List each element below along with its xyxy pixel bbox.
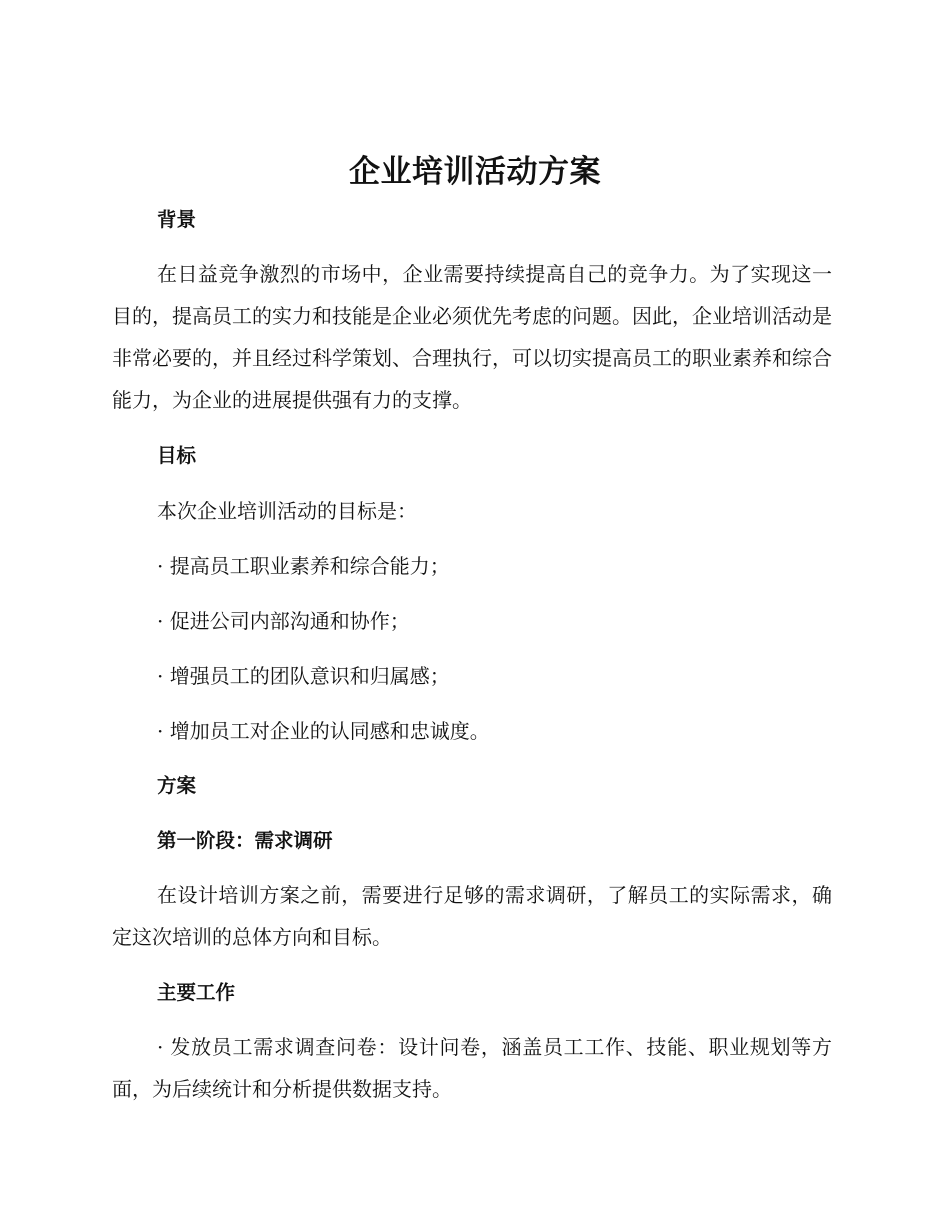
document-title: 企业培训活动方案: [349, 154, 601, 190]
goal-item: · 提高员工职业素养和综合能力；: [157, 554, 450, 578]
background-paragraph: 在日益竞争激烈的市场中，企业需要持续提高自己的竞争力。为了实现这一目的，提高员工的实力和技能是企业必须优先考虑的问题。因此，企业培训活动是非常必要的，并且经过科学策划、合理执行，可以切实提高员工的职业素养和综合能力，为企业的进展提供强有力的支撑。: [112, 262, 832, 412]
goal-item: · 增加员工对企业的认同感和忠诚度。: [157, 719, 490, 743]
goal-item: · 增强员工的团队意识和归属感；: [157, 664, 450, 688]
subheading-main-work: 主要工作: [157, 981, 236, 1004]
goals-intro: 本次企业培训活动的目标是：: [157, 499, 417, 523]
stage1-paragraph: 在设计培训方案之前，需要进行足够的需求调研，了解员工的实际需求，确定这次培训的总体方向和目标。: [112, 883, 832, 949]
main-work-paragraph: · 发放员工需求调查问卷：设计问卷，涵盖员工工作、技能、职业规划等方面，为后续统计和分析提供数据支持。: [112, 1035, 832, 1101]
section-heading-background: 背景: [157, 208, 197, 231]
goal-item: · 促进公司内部沟通和协作；: [157, 609, 410, 633]
subheading-stage1: 第一阶段：需求调研: [157, 829, 333, 852]
section-heading-plan: 方案: [157, 774, 197, 797]
section-heading-goals: 目标: [157, 444, 197, 467]
